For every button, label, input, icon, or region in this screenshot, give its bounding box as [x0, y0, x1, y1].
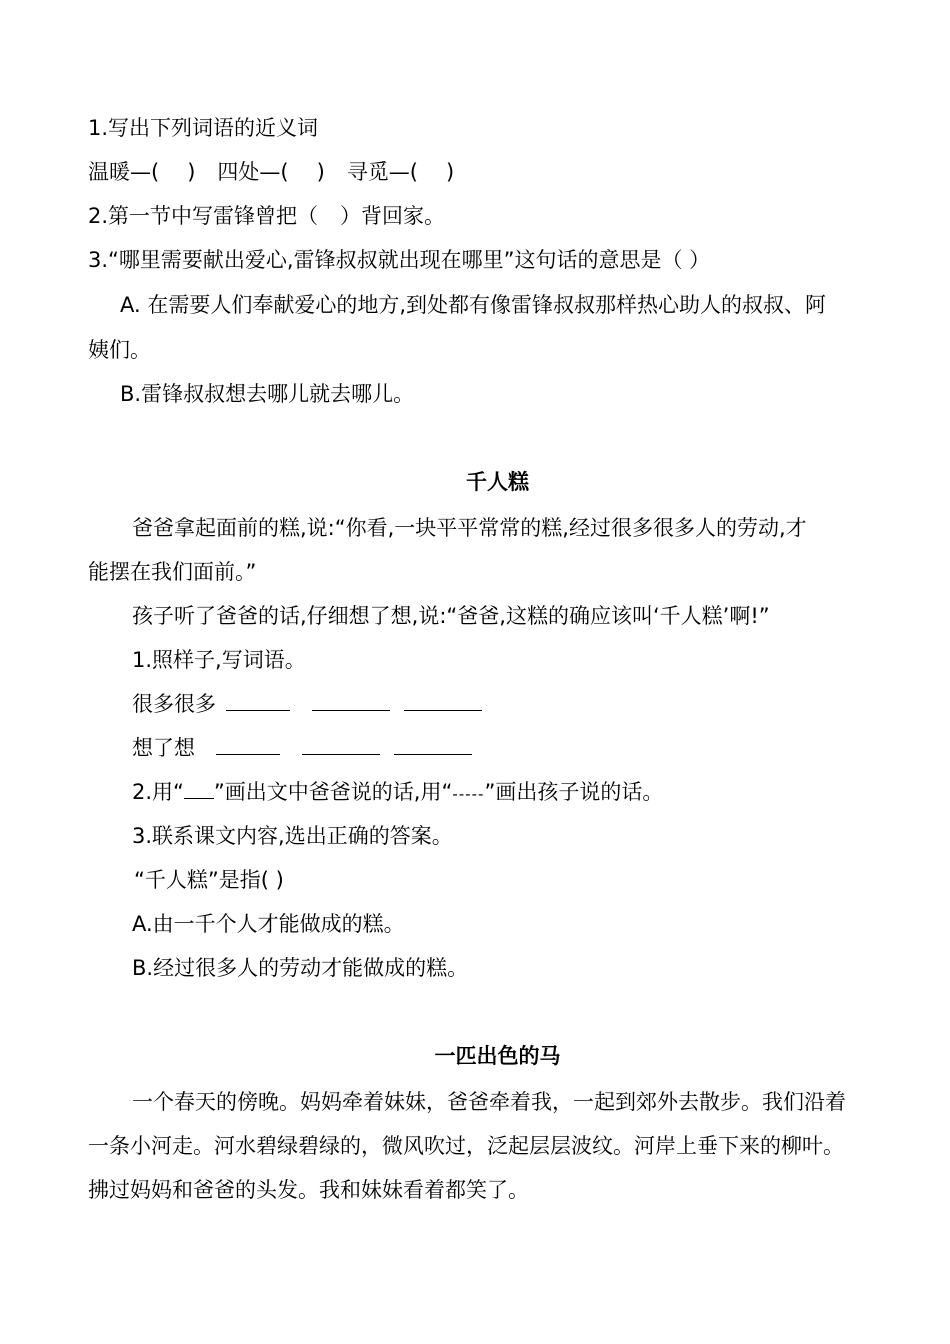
exercise-3-stem: “千人糕”是指( )	[134, 868, 284, 892]
exercise-2-part2: ”画出文中爸爸说的话,用“	[213, 780, 453, 804]
example-word-1: 很多很多	[132, 692, 216, 716]
question-3-option-a-line2: 姨们。	[88, 338, 151, 362]
exercise-3-option-b: B.经过很多人的劳动才能做成的糕。	[132, 956, 469, 980]
exercise-3-option-a: A.由一千个人才能做成的糕。	[132, 912, 405, 936]
example-word-2: 想了想	[132, 736, 195, 760]
word-3: 寻觅—(	[346, 160, 419, 184]
question-2	[88, 201, 445, 231]
question-3: 3.“哪里需要献出爱心,雷锋叔叔就出现在哪里”这句话的意思是（ ）	[88, 248, 711, 272]
exercise-1-row1	[132, 689, 482, 719]
question-3-option-a-line1: A. 在需要人们奉献爱心的地方,到处都有像雷锋叔叔那样热心助人的叔叔、阿	[120, 293, 827, 317]
answer-blank[interactable]	[216, 734, 280, 755]
word-2-close: )	[316, 160, 325, 184]
word-1: 温暖—(	[88, 160, 160, 184]
exercise-2-part1: 2.用“	[132, 780, 184, 804]
paragraph-2: 孩子听了爸爸的话,仔细想了想,说:“爸爸,这糕的确应该叫‘千人糕’啊!”	[132, 604, 770, 628]
exercise-1: 1.照样子,写词语。	[132, 648, 306, 672]
story-line2: 一条小河走。河水碧绿碧绿的，微风吹过，泛起层层波纹。河岸上垂下来的柳叶。	[88, 1134, 844, 1158]
section-title-qianrengao: 千人糕	[466, 470, 529, 494]
word-3-close: )	[446, 160, 455, 184]
question-2-end: ）背回家。	[340, 204, 446, 228]
story-line1: 一个春天的傍晚。妈妈牵着妹妹，爸爸牵着我，一起到郊外去散步。我们沿着	[132, 1090, 846, 1114]
paragraph-1-line1: 爸爸拿起面前的糕,说:“你看,一块平平常常的糕,经过很多很多人的劳动,才	[132, 516, 807, 540]
answer-blank[interactable]	[302, 734, 380, 755]
exercise-2	[132, 777, 663, 809]
answer-blank[interactable]	[312, 690, 390, 711]
underline-mark-solid	[184, 780, 214, 799]
exercise-3: 3.联系课文内容,选出正确的答案。	[132, 824, 453, 848]
exercise-2-part3: ”画出孩子说的话。	[484, 780, 664, 804]
question-3-option-b: B.雷锋叔叔想去哪儿就去哪儿。	[120, 382, 415, 406]
answer-blank[interactable]	[226, 690, 290, 711]
question-2-start: 2.第一节中写雷锋曾把（	[88, 204, 319, 228]
question-1-words	[88, 157, 454, 187]
answer-blank[interactable]	[404, 690, 482, 711]
section-title-horse: 一匹出色的马	[434, 1044, 561, 1068]
word-2: 四处—(	[217, 160, 289, 184]
question-1: 1.写出下列词语的近义词	[88, 116, 319, 140]
answer-blank[interactable]	[394, 734, 472, 755]
paragraph-1-line2: 能摆在我们面前。”	[88, 560, 257, 584]
underline-mark-dashed: -----	[452, 785, 485, 803]
word-1-close: )	[187, 160, 196, 184]
exercise-1-row2	[132, 733, 472, 763]
story-line3: 拂过妈妈和爸爸的头发。我和妹妹看着都笑了。	[88, 1178, 529, 1202]
